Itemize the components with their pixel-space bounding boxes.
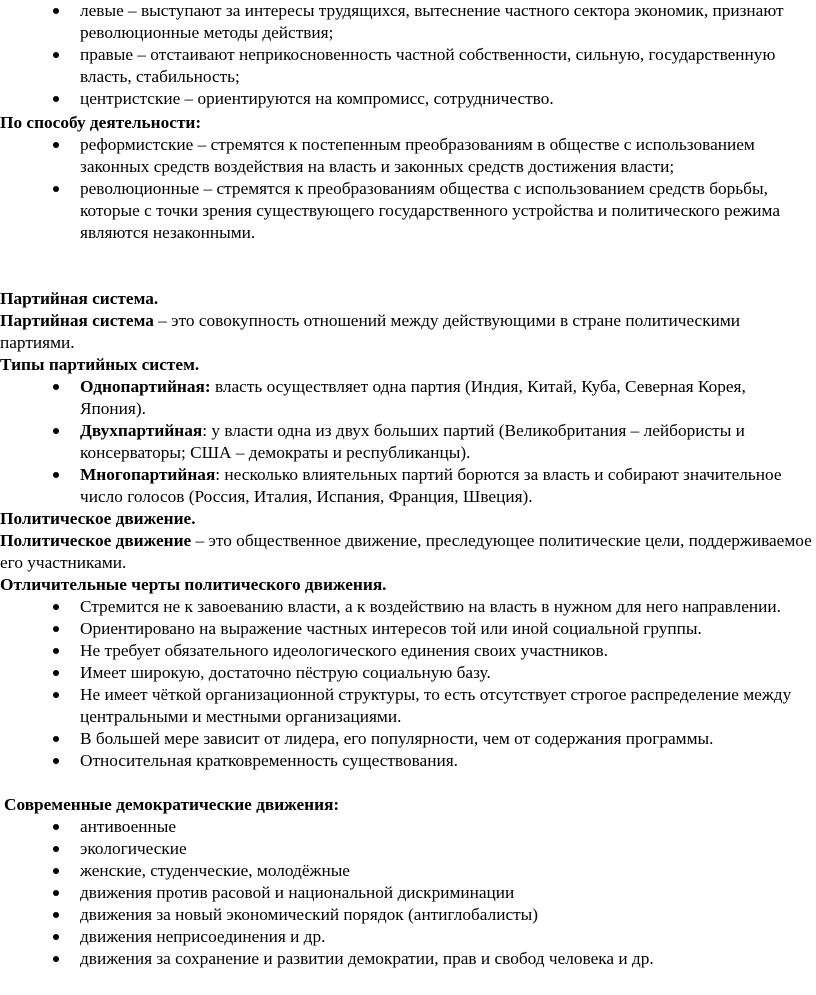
list-item: центристские – ориентируются на компромисс, сотрудничество.	[0, 88, 816, 110]
term: Однопартийная:	[80, 377, 211, 396]
heading-features: Отличительные черты политического движения.	[0, 575, 387, 594]
definition-text: – это общественное движение, преследующее политические цели, поддерживаемое его участниками.	[0, 531, 812, 572]
list-item: Ориентировано на выражение частных интересов той или иной социальной группы.	[0, 618, 816, 640]
list-item: Не имеет чёткой организационной структуры, то есть отсутствует строгое распределение между центральными и местными организациями.	[0, 684, 816, 728]
list-item: движения против расовой и национальной дискриминации	[0, 882, 816, 904]
item-text: : несколько влиятельных партий борются за власть и собирают значительное число голосов (Россия, Италия, Испания, Франция, Швеция).	[80, 465, 782, 506]
list-item: В большей мере зависит от лидера, его популярности, чем от содержания программы.	[0, 728, 816, 750]
list-item: Относительная кратковременность существования.	[0, 750, 816, 772]
list-item	[0, 376, 816, 420]
list-item: движения за новый экономический порядок (антиглобалисты)	[0, 904, 816, 926]
list-item: Имеет широкую, достаточно пёструю социальную базу.	[0, 662, 816, 684]
modern-movements-list	[0, 816, 816, 970]
party-system-definition	[0, 310, 816, 354]
list-item	[0, 464, 816, 508]
ideology-list	[0, 0, 816, 110]
definition-text: – это совокупность отношений между действующими в стране политическими партиями.	[0, 311, 741, 352]
term: Политическое движение	[0, 531, 192, 550]
list-item: антивоенные	[0, 816, 816, 838]
term: Двухпартийная	[80, 421, 203, 440]
list-item: левые – выступают за интересы трудящихся, вытеснение частного сектора экономик, признают революционные методы действия;	[0, 0, 816, 44]
item-text: : у власти одна из двух больших партий (Великобритания – лейбористы и консерваторы; США – демократы и республиканцы).	[80, 421, 745, 462]
list-item: правые – отстаивают неприкосновенность частной собственности, сильную, государственную власть, стабильность;	[0, 44, 816, 88]
item-text: власть осуществляет одна партия (Индия, Китай, Куба, Северная Корея, Япония).	[80, 377, 746, 418]
list-item	[0, 420, 816, 464]
movement-definition	[0, 530, 816, 574]
party-types-list	[0, 376, 816, 508]
activity-list	[0, 134, 816, 244]
list-item: Стремится не к завоеванию власти, а к воздействию на власть в нужном для него направлении.	[0, 596, 816, 618]
heading-movement: Политическое движение.	[0, 509, 196, 528]
heading-party-types: Типы партийных систем.	[0, 355, 200, 374]
heading-modern-movements: Современные демократические движения:	[4, 795, 340, 814]
list-item: женские, студенческие, молодёжные	[0, 860, 816, 882]
list-item: Не требует обязательного идеологического единения своих участников.	[0, 640, 816, 662]
list-item: экологические	[0, 838, 816, 860]
features-list	[0, 596, 816, 772]
list-item: реформистские – стремятся к постепенным преобразованиям в обществе с использованием законных средств воздействия на власть и законных средств достижения власти;	[0, 134, 816, 178]
list-item: движения неприсоединения и др.	[0, 926, 816, 948]
list-item: движения за сохранение и развитии демократии, прав и свобод человека и др.	[0, 948, 816, 970]
list-item: революционные – стремятся к преобразованиям общества с использованием средств борьбы, которые с точки зрения существующего государственного устройства и политического режима являются незаконными.	[0, 178, 816, 244]
heading-party-system: Партийная система.	[0, 289, 159, 308]
term: Многопартийная	[80, 465, 216, 484]
term: Партийная система	[0, 311, 154, 330]
heading-activity: По способу деятельности:	[0, 113, 202, 132]
